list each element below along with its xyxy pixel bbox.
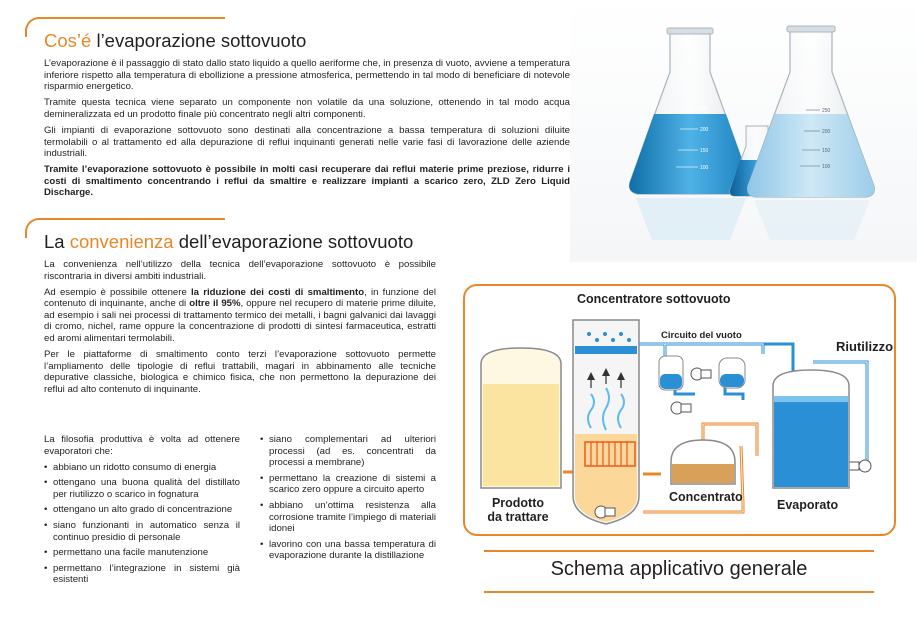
reuse-label: Riutilizzo — [836, 339, 894, 354]
bullet-item: • permettano l’integrazione in sistemi già esistenti — [44, 563, 240, 586]
section-1-title-accent: Cos’é — [44, 30, 92, 51]
text-run: , in funzione del contenuto di inquinante, anche di — [44, 286, 436, 310]
bullet-item: • permettano la creazione di sistemi a scarico zero oppure a circuito aperto — [260, 473, 436, 496]
section-2-title-b: dell’evaporazione sottovuoto — [173, 231, 414, 252]
section-1-paragraph: Tramite questa tecnica viene separato un componente non volatile da una soluzione, ottenendo in tal modo acqua demineralizzata ed un prodotto finale più concentrato negli altri componenti. — [44, 97, 570, 120]
section-2-body — [44, 259, 436, 400]
bullets-left-column — [44, 434, 240, 590]
bullet-list-right — [260, 434, 436, 562]
product-label-line: Prodotto — [491, 496, 545, 510]
section-2-paragraph: La convenienza nell’utilizzo della tecnica dell’evaporazione sottovuoto è possibile riscontraria in diversi ambiti industriali. — [44, 259, 436, 282]
flask-mark-label: 200 — [700, 127, 709, 133]
section-1-title — [44, 30, 306, 52]
bullet-item: • ottengano una buona qualità del distillato per riutilizzo o scarico in fognatura — [44, 477, 240, 500]
section-2-title-a: La — [44, 231, 70, 252]
flask-mark-label: 100 — [700, 165, 709, 171]
vacuum-circuit-label: Circuito del vuoto — [661, 330, 742, 341]
caption-rule-bottom — [484, 591, 874, 593]
bullet-item: • lavorino con una bassa temperatura di evaporazione durante la distillazione — [260, 539, 436, 562]
evaporated-label: Evaporato — [777, 498, 839, 512]
text-run-bold: oltre il 95% — [189, 298, 241, 310]
section-2-paragraph: Per le piattaforme di smaltimento conto terzi l’evaporazione sottovuoto permette l’ampliamento delle tipologie di reflui trattabili, magari in abbinamento alle tecniche depurative classiche, biologica e chimico fisica, che non permettono la depurazione dei reflui ad alto contenuto di inquinante. — [44, 349, 436, 395]
diagram-title: Concentratore sottovuoto — [577, 292, 731, 306]
flask-mark-label: 250 — [822, 108, 831, 114]
bullet-item: • permettano una facile manutenzione — [44, 547, 240, 559]
bullet-item: • abbiano un’ottima resistenza alla corrosione tramite l’impiego di materiali idonei — [260, 500, 436, 535]
text-run: , oppure nel recupero di materie prime diluite, ad esempio i sali nei processi di trattamento termico dei metalli, i bagni galvanici dai lavaggi di cromo, nichel, rame oppure la concentrazione di prodotti di sintesi farmaceutica, estratti ed aromi alimentari termolabili. — [44, 298, 436, 345]
bullets-intro: La filosofia produttiva è volta ad ottenere evaporatori che: — [44, 434, 240, 457]
section-1-paragraph: L’evaporazione è il passaggio di stato dallo stato liquido a quello aeriforme che, in presenza di vuoto, avviene a temperatura inferiore rispetto alla temperatura di ebollizione a pressione atmosferica, permettendo in tal modo di beneficiare di notevole risparmio energetico. — [44, 58, 570, 93]
flask-mark-label: 200 — [822, 129, 831, 135]
section-1-title-rest: l’evaporazione sottovuoto — [91, 30, 307, 51]
product-label — [480, 496, 556, 524]
product-label-line: da trattare — [487, 510, 549, 524]
bullet-item: • ottengano un alto grado di concentrazione — [44, 504, 240, 516]
section-1-paragraph-bold: Tramite l’evaporazione sottovuoto è possibile in molti casi recuperare dai reflui materie prime preziose, ridurre i costi di smaltimento concentrando i reflui da smaltire e realizzare impianti a scarico zero, ZLD Zero Liquid Discharge. — [44, 164, 570, 199]
process-diagram — [463, 284, 896, 536]
section-2-paragraph — [44, 287, 436, 345]
lab-flasks-illustration — [570, 0, 917, 262]
text-run-bold: la riduzione dei costi di smaltimento — [191, 286, 365, 298]
flask-mark-label: 250 — [700, 106, 709, 112]
bullet-list-left — [44, 462, 240, 586]
section-2-title — [44, 231, 413, 253]
bullet-item: • siano funzionanti in automatico senza il continuo presidio di personale — [44, 520, 240, 543]
section-1-body — [44, 58, 570, 204]
lab-flasks-photo — [570, 0, 917, 262]
flask-mark-label: 150 — [822, 148, 831, 154]
bullet-item: • siano complementari ad ulteriori processi (ad es. concentrati da processi a membrane) — [260, 434, 436, 469]
schema-caption: Schema applicativo generale — [550, 558, 808, 580]
concentrate-label: Concentrato — [669, 490, 743, 504]
flask-mark-label: 150 — [700, 148, 709, 154]
section-2-title-accent: convenienza — [69, 231, 174, 252]
caption-rule-top — [484, 550, 874, 552]
text-run: Ad esempio è possibile ottenere — [44, 286, 192, 298]
bullet-item: • abbiano un ridotto consumo di energia — [44, 462, 240, 474]
flask-mark-label: 100 — [822, 164, 831, 170]
section-1-paragraph: Gli impianti di evaporazione sottovuoto sono destinati alla concentrazione a bassa temperatura di soluzioni diluite termolabili o al trattamento ed alla depurazione di reflui inquinanti generati nelle varie fasi di lavorazione delle aziende industriali. — [44, 124, 570, 160]
bullets-right-column — [260, 434, 436, 566]
